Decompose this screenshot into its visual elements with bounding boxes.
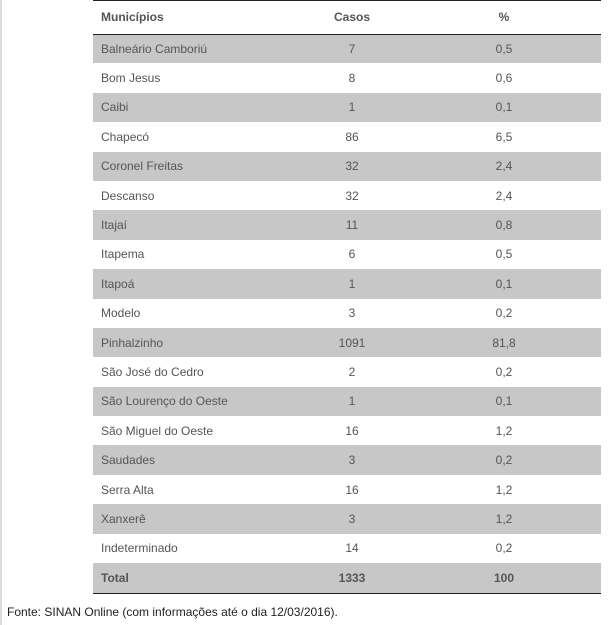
- cell-casos: 2: [348, 364, 356, 379]
- cell-municipio: Xanxerê: [101, 511, 146, 526]
- total-percent: 100: [407, 563, 601, 593]
- cell-casos: 14: [345, 541, 359, 556]
- table-header: [93, 1, 601, 34]
- table-row: [93, 122, 601, 151]
- table-row: [93, 328, 601, 357]
- cell-casos: 11: [345, 218, 359, 233]
- table-row: [93, 34, 601, 63]
- header-row: [93, 1, 601, 34]
- cell-percent: 0,5: [495, 41, 513, 56]
- table-row: [93, 63, 601, 92]
- cell-casos: 7: [348, 41, 356, 56]
- cell-casos: 1: [348, 276, 356, 291]
- cell-municipio: Itapoá: [101, 276, 135, 291]
- total-label: Total: [93, 563, 297, 593]
- cell-municipio: Chapecó: [101, 129, 150, 144]
- cell-municipio: Itajaí: [101, 218, 128, 233]
- table-row: [93, 152, 601, 181]
- cell-casos: 3: [348, 511, 356, 526]
- header-casos: Casos: [297, 1, 407, 34]
- cell-percent: 81,8: [492, 335, 516, 350]
- total-casos: 1333: [297, 563, 407, 593]
- table-row: [93, 534, 601, 563]
- cell-casos: 1: [348, 394, 356, 409]
- cell-municipio: Bom Jesus: [101, 71, 161, 86]
- cell-percent: 0,2: [495, 453, 513, 468]
- cell-municipio: São Miguel do Oeste: [101, 423, 214, 438]
- table-footer: [93, 563, 601, 593]
- cell-percent: 0,6: [495, 71, 513, 86]
- total-row: [93, 563, 601, 593]
- cell-percent: 2,4: [495, 159, 513, 174]
- cell-municipio: Balneário Camboriú: [101, 41, 208, 56]
- cell-casos: 32: [345, 188, 359, 203]
- table-row: [93, 240, 601, 269]
- cell-casos: 1: [348, 100, 356, 115]
- cell-percent: 0,2: [495, 364, 513, 379]
- table-row: [93, 416, 601, 445]
- table-row: [93, 357, 601, 386]
- table-row: [93, 269, 601, 298]
- table-row: [93, 504, 601, 533]
- cell-municipio: Serra Alta: [101, 482, 154, 497]
- table-row: [93, 299, 601, 328]
- table-row: [93, 210, 601, 239]
- table-row: [93, 387, 601, 416]
- cell-municipio: Modelo: [101, 306, 141, 321]
- cell-percent: 2,4: [495, 188, 513, 203]
- source-note: Fonte: SINAN Online (com informações até o dia 12/03/2016).: [7, 605, 338, 619]
- table-row: [93, 93, 601, 122]
- cell-municipio: Indeterminado: [101, 541, 178, 556]
- cell-casos: 16: [345, 423, 359, 438]
- cell-municipio: Pinhalzinho: [101, 335, 164, 350]
- cell-casos: 16: [345, 482, 359, 497]
- cell-percent: 1,2: [495, 511, 513, 526]
- cell-percent: 1,2: [495, 482, 513, 497]
- header-municipios: Municípios: [93, 1, 297, 34]
- cell-casos: 3: [348, 306, 356, 321]
- cell-municipio: Saudades: [101, 453, 156, 468]
- cell-municipio: Itapema: [101, 247, 145, 262]
- cell-casos: 32: [345, 159, 359, 174]
- cell-percent: 0,1: [495, 100, 513, 115]
- cell-percent: 1,2: [495, 423, 513, 438]
- cases-table: [93, 1, 601, 594]
- cases-table-container: [93, 0, 601, 594]
- cell-percent: 0,2: [495, 306, 513, 321]
- table-row: [93, 181, 601, 210]
- cell-municipio: Descanso: [101, 188, 155, 203]
- cell-percent: 0,8: [495, 218, 513, 233]
- cell-percent: 0,1: [495, 394, 513, 409]
- cell-casos: 1091: [338, 335, 366, 350]
- cell-municipio: Caibi: [101, 100, 129, 115]
- table-row: [93, 475, 601, 504]
- cell-municipio: São José do Cedro: [101, 364, 204, 379]
- cell-casos: 8: [348, 71, 356, 86]
- cell-municipio: São Lourenço do Oeste: [101, 394, 228, 409]
- cell-municipio: Coronel Freitas: [101, 159, 184, 174]
- left-border-rule: [0, 0, 2, 625]
- cell-percent: 0,1: [495, 276, 513, 291]
- header-percent: %: [407, 1, 601, 34]
- table-body: [93, 34, 601, 563]
- cell-percent: 0,5: [495, 247, 513, 262]
- cell-percent: 6,5: [495, 129, 513, 144]
- cell-casos: 6: [348, 247, 356, 262]
- cell-casos: 3: [348, 453, 356, 468]
- table-row: [93, 445, 601, 474]
- cell-casos: 86: [345, 129, 359, 144]
- cell-percent: 0,2: [495, 541, 513, 556]
